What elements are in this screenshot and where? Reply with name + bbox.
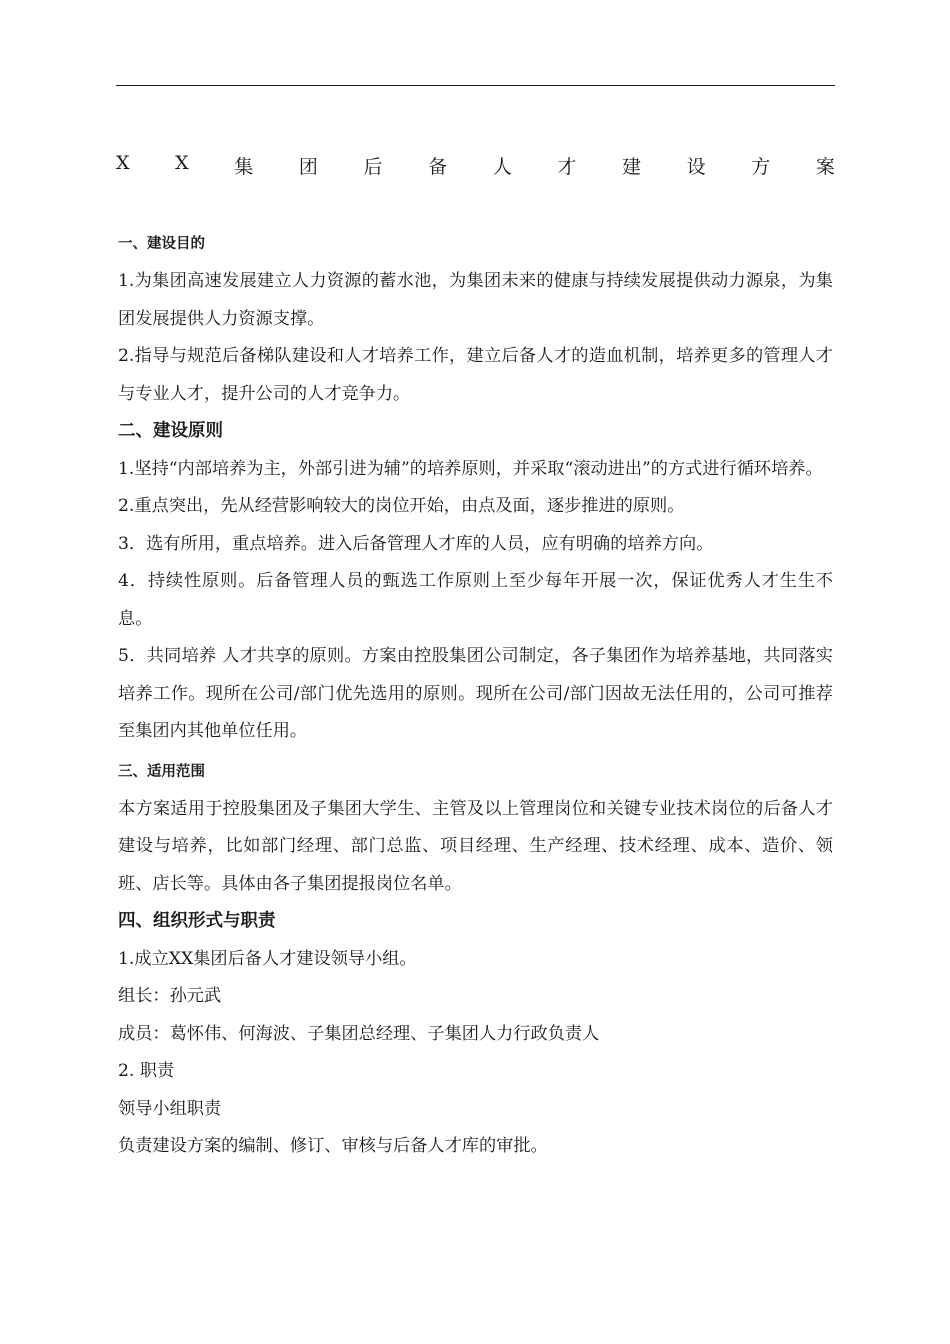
paragraph: 3．选有所用，重点培养。进入后备管理人才库的人员，应有明确的培养方向。	[118, 533, 714, 554]
title-char: 集	[234, 156, 254, 178]
paragraph: 1.坚持“内部培养为主，外部引进为辅”的培养原则，并采取“滚动进出”的方式进行循环培养。	[118, 458, 823, 479]
title-char: 方	[751, 156, 771, 178]
paragraph: 本方案适用于控股集团及子集团大学生、主管及以上管理岗位和关键专业技术岗位的后备人才建设与培养，比如部门经理、部门总监、项目经理、生产经理、技术经理、成本、造价、领班、店长等。具体由各子集团提报岗位名单。	[118, 798, 833, 894]
title-char: 团	[298, 156, 318, 178]
section-heading-principles: 二、建设原则	[118, 421, 223, 441]
paragraph: 2.指导与规范后备梯队建设和人才培养工作，建立后备人才的造血机制，培养更多的管理人才与专业人才，提升公司的人才竞争力。	[118, 346, 833, 404]
title-char: 案	[815, 156, 835, 178]
paragraph: 负责建设方案的编制、修订、审核与后备人才库的审批。	[118, 1136, 548, 1156]
paragraph: 1.成立XX集团后备人才建设领导小组。	[118, 948, 417, 969]
document-title	[116, 152, 835, 179]
paragraph: 5．共同培养 人才共享的原则。方案由控股集团公司制定，各子集团作为培养基地，共同落实培养工作。现所在公司/部门优先选用的原则。现所在公司/部门因故无法任用的，公司可推荐至集团内其他单位任用。	[118, 646, 833, 741]
paragraph: 组长：孙元武	[118, 986, 222, 1006]
section-heading-organization: 四、组织形式与职责	[118, 911, 276, 931]
paragraph: 2.重点突出，先从经营影响较大的岗位开始，由点及面，逐步推进的原则。	[118, 496, 685, 516]
title-char: 建	[622, 156, 642, 178]
title-char: 人	[492, 156, 512, 178]
header-rule	[116, 85, 835, 86]
title-char: 才	[557, 156, 577, 178]
title-char: 后	[363, 156, 383, 178]
title-char: X	[116, 152, 130, 174]
title-char: 备	[428, 156, 448, 178]
section-heading-scope: 三、适用范围	[118, 763, 205, 780]
paragraph: 领导小组职责	[118, 1098, 222, 1119]
document-body	[118, 226, 833, 1166]
paragraph: 4．持续性原则。后备管理人员的甄选工作原则上至少每年开展一次，保证优秀人才生生不息。	[118, 571, 833, 629]
section-heading-purpose: 一、建设目的	[118, 236, 205, 252]
paragraph: 成员：葛怀伟、何海波、子集团总经理、子集团人力行政负责人	[118, 1023, 600, 1044]
paragraph: 1.为集团高速发展建立人力资源的蓄水池，为集团未来的健康与持续发展提供动力源泉，为集团发展提供人力资源支撑。	[118, 271, 833, 329]
paragraph: 2. 职责	[118, 1061, 175, 1081]
title-char: X	[175, 152, 189, 174]
title-char: 设	[686, 156, 706, 178]
